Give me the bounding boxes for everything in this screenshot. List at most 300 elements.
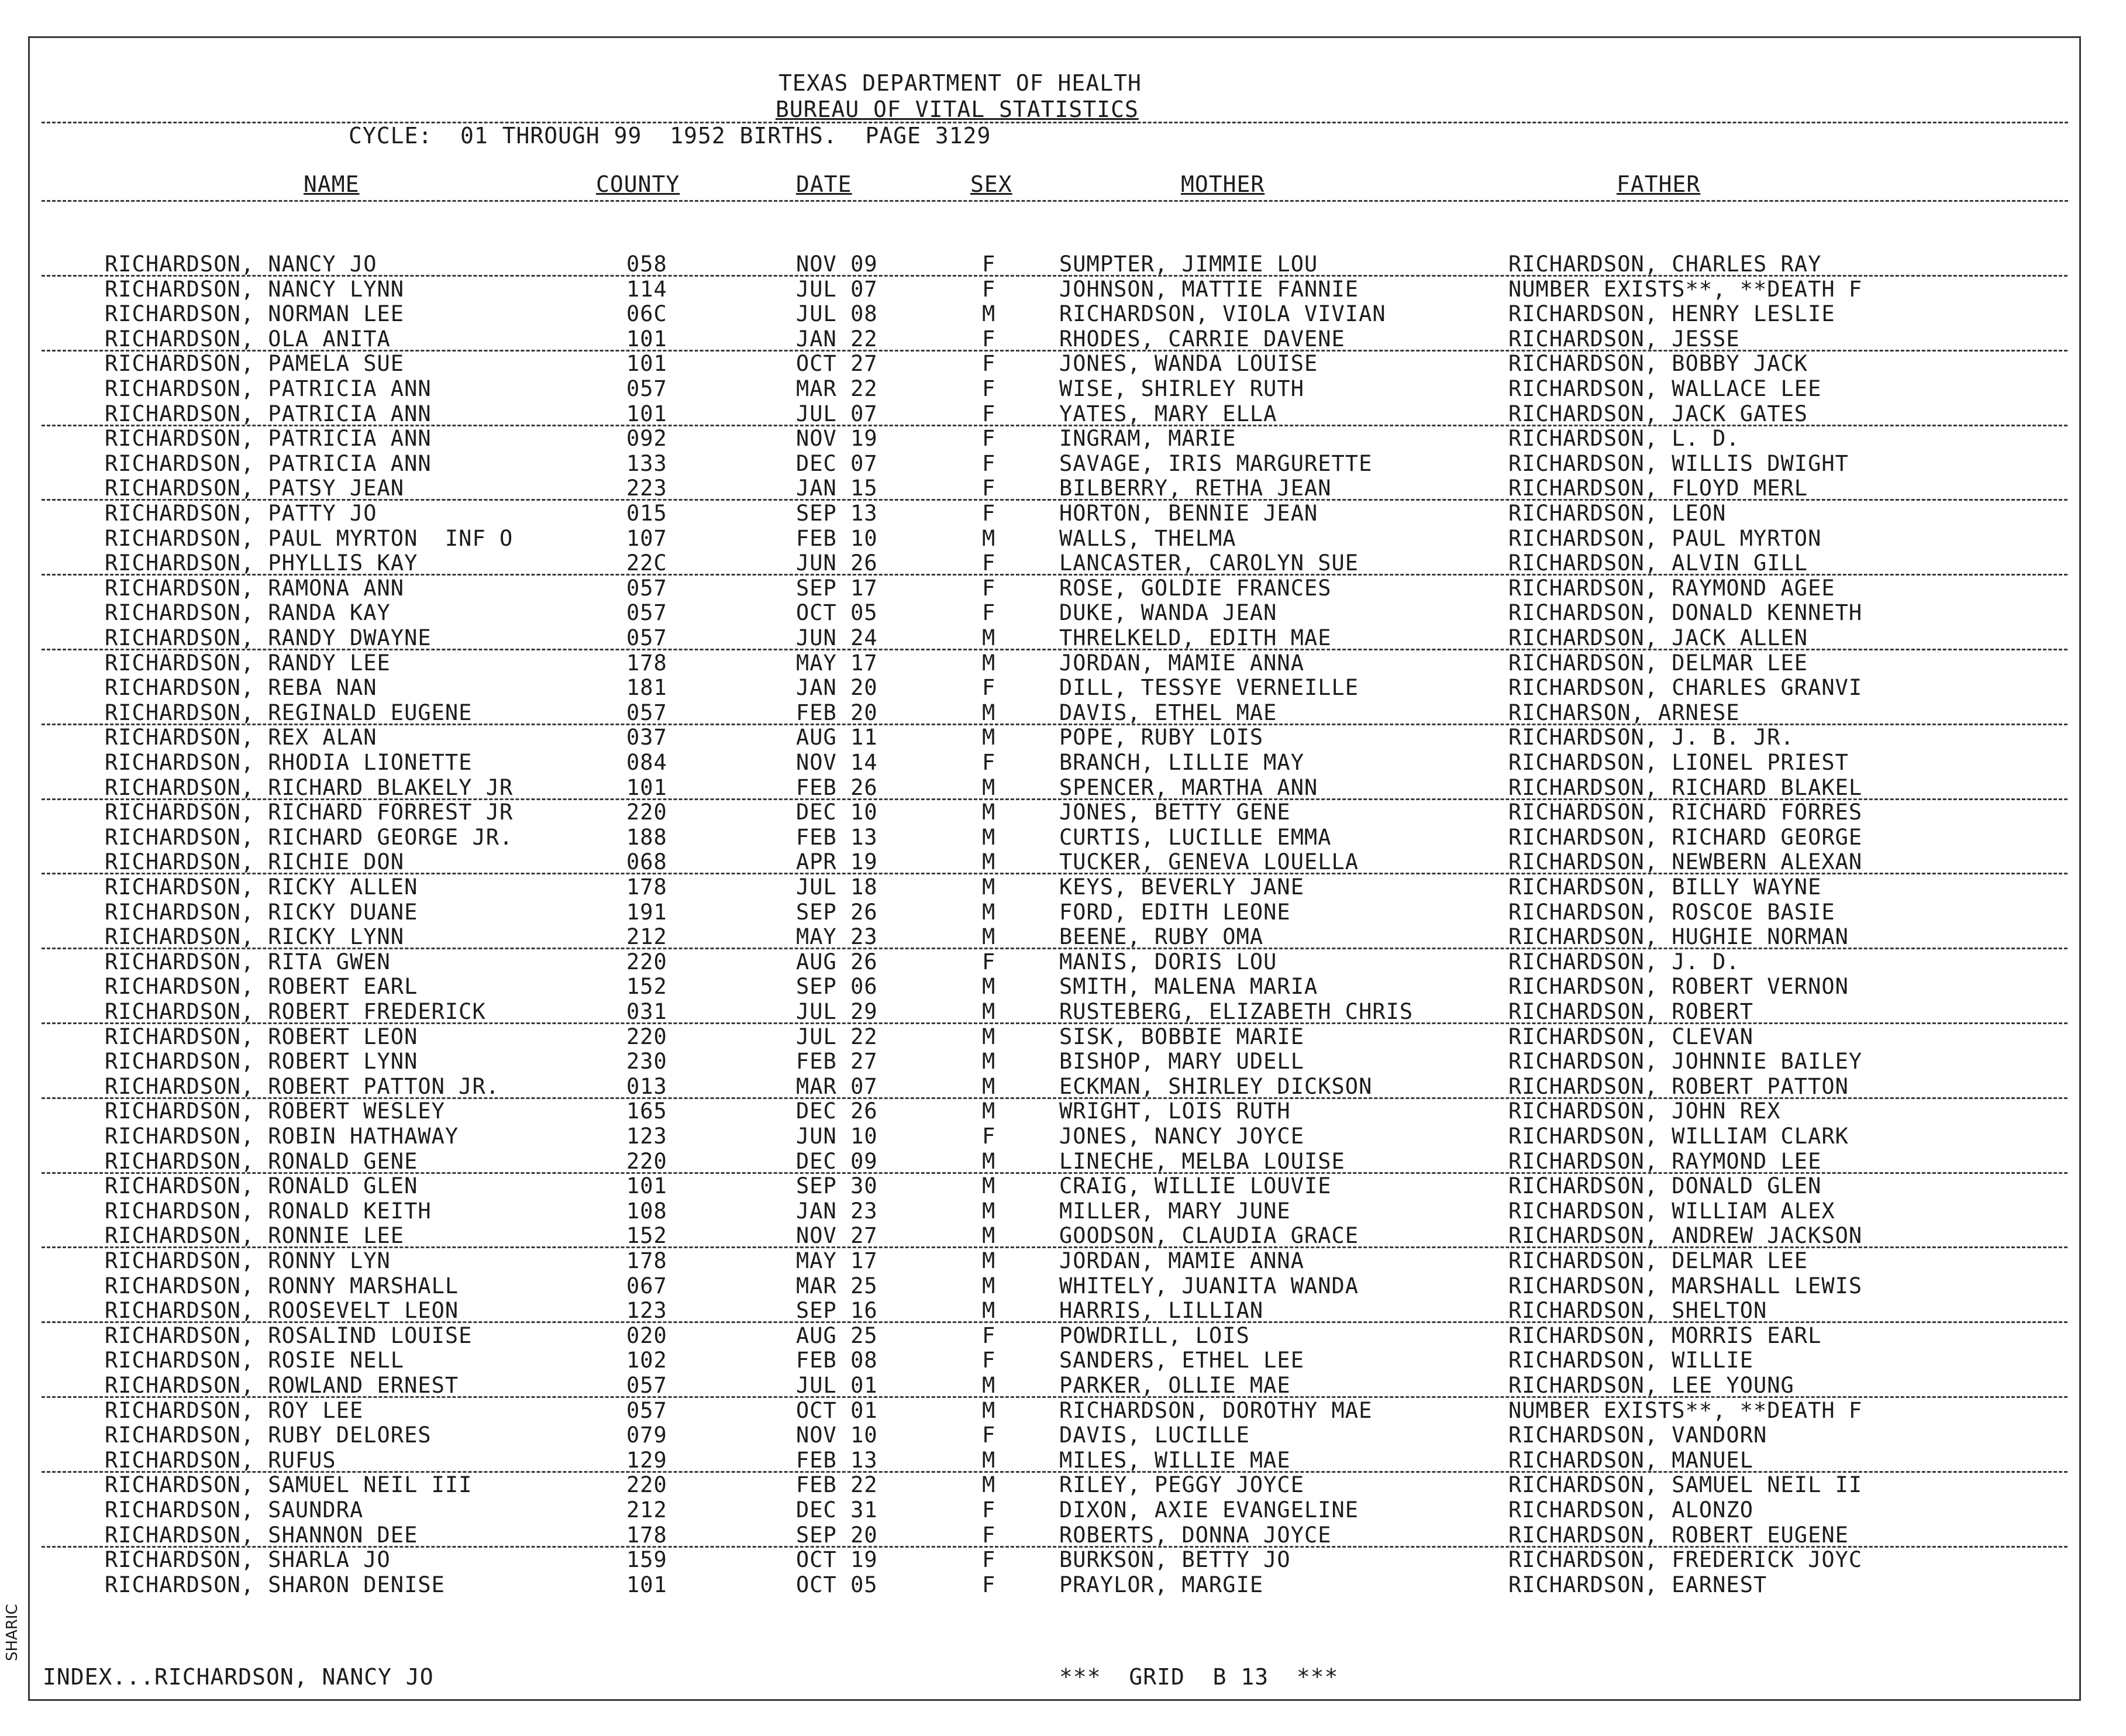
table-row <box>30 1398 2079 1423</box>
cell-mother: RILEY, PEGGY JOYCE <box>1059 1472 1304 1498</box>
cell-date: DEC 09 <box>796 1148 878 1174</box>
cell-date: SEP 06 <box>796 974 878 1000</box>
cell-county: 057 <box>626 600 667 626</box>
table-row <box>30 1049 2079 1074</box>
cell-sex: F <box>982 476 996 501</box>
cell-county: 212 <box>626 1497 667 1523</box>
cell-mother: CURTIS, LUCILLE EMMA <box>1059 824 1332 850</box>
cell-sex: M <box>982 1298 996 1324</box>
cell-father: RICHARDSON, RICHARD BLAKEL <box>1508 774 1863 800</box>
cell-father: RICHARDSON, DELMAR LEE <box>1508 1248 1808 1273</box>
cell-date: NOV 19 <box>796 426 878 452</box>
cell-father: RICHARDSON, MANUEL <box>1508 1447 1753 1473</box>
cell-name: RICHARDSON, ROSALIND LOUISE <box>105 1322 473 1348</box>
cell-county: 178 <box>626 874 667 900</box>
cell-date: AUG 26 <box>796 949 878 974</box>
cell-sex: F <box>982 351 996 377</box>
cell-sex: M <box>982 1098 996 1124</box>
cell-mother: CRAIG, WILLIE LOUVIE <box>1059 1173 1332 1199</box>
cell-sex: F <box>982 401 996 426</box>
cell-name: RICHARDSON, ROBERT LYNN <box>105 1049 418 1074</box>
cell-sex: M <box>982 800 996 825</box>
cycle-page-line: CYCLE: 01 THROUGH 99 1952 BIRTHS. PAGE 3129 <box>349 123 991 149</box>
table-row <box>30 301 2079 326</box>
cell-county: 220 <box>626 949 667 974</box>
cell-date: JUL 29 <box>796 999 878 1024</box>
cell-date: FEB 13 <box>796 824 878 850</box>
cell-father: RICHARDSON, JACK ALLEN <box>1508 625 1808 650</box>
cell-sex: F <box>982 675 996 701</box>
cell-mother: HORTON, BENNIE JEAN <box>1059 501 1318 526</box>
cell-mother: BILBERRY, RETHA JEAN <box>1059 476 1332 501</box>
cell-father: RICHARDSON, RAYMOND AGEE <box>1508 575 1835 601</box>
cell-father: RICHARDSON, WILLIAM ALEX <box>1508 1198 1835 1224</box>
cell-date: MAY 17 <box>796 1248 878 1273</box>
column-header-date: DATE <box>796 171 852 197</box>
cell-county: 058 <box>626 252 667 277</box>
cell-name: RICHARDSON, RONNIE LEE <box>105 1223 405 1249</box>
cell-mother: BISHOP, MARY UDELL <box>1059 1049 1304 1074</box>
column-header-divider <box>42 200 2068 202</box>
cell-mother: WHITELY, JUANITA WANDA <box>1059 1273 1359 1298</box>
cell-name: RICHARDSON, SAUNDRA <box>105 1497 364 1523</box>
cell-county: 102 <box>626 1348 667 1373</box>
cell-sex: M <box>982 1049 996 1074</box>
cell-county: 101 <box>626 401 667 426</box>
cell-name: RICHARDSON, SHARON DENISE <box>105 1572 445 1597</box>
cell-date: MAR 07 <box>796 1073 878 1099</box>
table-row <box>30 1024 2079 1049</box>
cell-father: RICHARDSON, WILLIAM CLARK <box>1508 1124 1849 1149</box>
cell-mother: JONES, NANCY JOYCE <box>1059 1124 1304 1149</box>
cell-name: RICHARDSON, RICHARD FORREST JR <box>105 800 514 825</box>
cell-sex: M <box>982 1273 996 1298</box>
cell-county: 220 <box>626 1024 667 1049</box>
cell-father: RICHARDSON, RAYMOND LEE <box>1508 1148 1822 1174</box>
cell-name: RICHARDSON, RANDY DWAYNE <box>105 625 432 650</box>
cell-father: RICHARDSON, NEWBERN ALEXAN <box>1508 849 1863 875</box>
table-row <box>30 874 2079 900</box>
cell-date: JUL 07 <box>796 401 878 426</box>
header-divider <box>42 122 2068 123</box>
cell-name: RICHARDSON, RONNY LYN <box>105 1248 391 1273</box>
cell-date: JAN 22 <box>796 326 878 352</box>
cell-father: RICHARDSON, CHARLES GRANVI <box>1508 675 1863 701</box>
cell-father: RICHARDSON, ALVIN GILL <box>1508 550 1808 576</box>
table-row <box>30 675 2079 700</box>
cell-sex: M <box>982 924 996 950</box>
cell-mother: SISK, BOBBIE MARIE <box>1059 1024 1304 1049</box>
cell-sex: F <box>982 1322 996 1348</box>
table-row <box>30 725 2079 750</box>
cell-mother: JOHNSON, MATTIE FANNIE <box>1059 276 1359 302</box>
cell-mother: ECKMAN, SHIRLEY DICKSON <box>1059 1073 1373 1099</box>
cell-mother: BEENE, RUBY OMA <box>1059 924 1264 950</box>
cell-date: DEC 07 <box>796 450 878 476</box>
cell-county: 181 <box>626 675 667 701</box>
cell-county: 037 <box>626 725 667 750</box>
cell-date: OCT 05 <box>796 600 878 626</box>
cell-sex: M <box>982 774 996 800</box>
cell-father: RICHARDSON, MARSHALL LEWIS <box>1508 1273 1863 1298</box>
cell-father: RICHARDSON, J. D. <box>1508 949 1740 974</box>
cell-father: RICHARDSON, JOHN REX <box>1508 1098 1781 1124</box>
cell-sex: F <box>982 1572 996 1597</box>
table-row <box>30 526 2079 551</box>
cell-father: NUMBER EXISTS**, **DEATH F <box>1508 276 1863 302</box>
cell-county: 220 <box>626 800 667 825</box>
cell-father: RICHARDSON, JOHNNIE BAILEY <box>1508 1049 1863 1074</box>
table-row <box>30 800 2079 825</box>
cell-mother: PRAYLOR, MARGIE <box>1059 1572 1264 1597</box>
cell-name: RICHARDSON, RANDA KAY <box>105 600 391 626</box>
table-row <box>30 376 2079 401</box>
cell-name: RICHARDSON, RICHARD BLAKELY JR <box>105 774 514 800</box>
cell-county: 114 <box>626 276 667 302</box>
cell-county: 212 <box>626 924 667 950</box>
table-row <box>30 1472 2079 1497</box>
cell-father: RICHARDSON, EARNEST <box>1508 1572 1767 1597</box>
cell-mother: ROSE, GOLDIE FRANCES <box>1059 575 1332 601</box>
cell-county: 101 <box>626 326 667 352</box>
document-frame <box>28 36 2081 1701</box>
cell-father: RICHARSON, ARNESE <box>1508 700 1740 725</box>
cell-mother: DILL, TESSYE VERNEILLE <box>1059 675 1359 701</box>
cell-sex: M <box>982 1223 996 1249</box>
cell-mother: JORDAN, MAMIE ANNA <box>1059 650 1304 676</box>
cell-date: JUL 18 <box>796 874 878 900</box>
cell-name: RICHARDSON, PATSY JEAN <box>105 476 405 501</box>
cell-father: RICHARDSON, RICHARD GEORGE <box>1508 824 1863 850</box>
cell-mother: SANDERS, ETHEL LEE <box>1059 1348 1304 1373</box>
table-row <box>30 1373 2079 1398</box>
cell-mother: POPE, RUBY LOIS <box>1059 725 1264 750</box>
cell-date: DEC 10 <box>796 800 878 825</box>
cell-father: RICHARDSON, FREDERICK JOYC <box>1508 1547 1863 1573</box>
table-row <box>30 1298 2079 1323</box>
table-row <box>30 1572 2079 1597</box>
table-row <box>30 1323 2079 1348</box>
cell-county: 067 <box>626 1273 667 1298</box>
table-row <box>30 1273 2079 1298</box>
table-row <box>30 1198 2079 1224</box>
table-row <box>30 501 2079 526</box>
cell-name: RICHARDSON, NANCY JO <box>105 252 377 277</box>
cell-name: RICHARDSON, RONALD GLEN <box>105 1173 418 1199</box>
cell-father: RICHARDSON, LEON <box>1508 501 1727 526</box>
cell-sex: M <box>982 625 996 650</box>
cell-sex: F <box>982 1497 996 1523</box>
cell-father: RICHARDSON, CLEVAN <box>1508 1024 1753 1049</box>
cell-date: FEB 10 <box>796 525 878 551</box>
cell-father: RICHARDSON, SHELTON <box>1508 1298 1767 1324</box>
cell-mother: JORDAN, MAMIE ANNA <box>1059 1248 1304 1273</box>
column-header-name: NAME <box>304 171 360 197</box>
cell-mother: SPENCER, MARTHA ANN <box>1059 774 1318 800</box>
cell-mother: RICHARDSON, DOROTHY MAE <box>1059 1397 1373 1423</box>
cell-mother: DIXON, AXIE EVANGELINE <box>1059 1497 1359 1523</box>
cell-name: RICHARDSON, RICKY LYNN <box>105 924 405 950</box>
cell-date: JUL 07 <box>796 276 878 302</box>
cell-sex: F <box>982 450 996 476</box>
cell-name: RICHARDSON, RICHARD GEORGE JR. <box>105 824 514 850</box>
table-row <box>30 1523 2079 1548</box>
bureau-title: BUREAU OF VITAL STATISTICS <box>776 97 1139 122</box>
cell-father: RICHARDSON, JESSE <box>1508 326 1740 352</box>
cell-name: RICHARDSON, NORMAN LEE <box>105 301 405 327</box>
cell-sex: M <box>982 824 996 850</box>
cell-father: RICHARDSON, DELMAR LEE <box>1508 650 1808 676</box>
cell-mother: ROBERTS, DONNA JOYCE <box>1059 1522 1332 1548</box>
cell-father: RICHARDSON, ROBERT EUGENE <box>1508 1522 1849 1548</box>
cell-date: NOV 27 <box>796 1223 878 1249</box>
cell-name: RICHARDSON, PATTY JO <box>105 501 377 526</box>
cell-father: RICHARDSON, PAUL MYRTON <box>1508 525 1822 551</box>
cell-date: NOV 09 <box>796 252 878 277</box>
cell-name: RICHARDSON, SHANNON DEE <box>105 1522 418 1548</box>
cell-mother: KEYS, BEVERLY JANE <box>1059 874 1304 900</box>
table-row <box>30 1422 2079 1448</box>
cell-father: RICHARDSON, HUGHIE NORMAN <box>1508 924 1849 950</box>
cell-sex: F <box>982 1522 996 1548</box>
cell-name: RICHARDSON, RONALD KEITH <box>105 1198 432 1224</box>
cell-sex: M <box>982 974 996 1000</box>
table-row <box>30 252 2079 277</box>
cell-date: SEP 26 <box>796 899 878 925</box>
cell-county: 015 <box>626 501 667 526</box>
cell-date: MAY 17 <box>796 650 878 676</box>
cell-mother: SAVAGE, IRIS MARGURETTE <box>1059 450 1373 476</box>
cell-county: 123 <box>626 1124 667 1149</box>
cell-sex: F <box>982 550 996 576</box>
cell-father: RICHARDSON, BOBBY JACK <box>1508 351 1808 377</box>
cell-county: 057 <box>626 376 667 401</box>
table-row <box>30 1497 2079 1523</box>
cell-date: SEP 16 <box>796 1298 878 1324</box>
cell-mother: GOODSON, CLAUDIA GRACE <box>1059 1223 1359 1249</box>
cell-father: RICHARDSON, ALONZO <box>1508 1497 1753 1523</box>
cell-sex: M <box>982 1472 996 1498</box>
cell-date: JUL 22 <box>796 1024 878 1049</box>
cell-name: RICHARDSON, ROBERT PATTON JR. <box>105 1073 500 1099</box>
cell-sex: F <box>982 949 996 974</box>
cell-sex: F <box>982 326 996 352</box>
cell-county: 159 <box>626 1547 667 1573</box>
table-row <box>30 476 2079 501</box>
cell-name: RICHARDSON, ROWLAND ERNEST <box>105 1373 459 1398</box>
cell-name: RICHARDSON, ROBERT WESLEY <box>105 1098 445 1124</box>
cell-mother: THRELKELD, EDITH MAE <box>1059 625 1332 650</box>
cell-mother: DAVIS, ETHEL MAE <box>1059 700 1277 725</box>
cell-mother: BURKSON, BETTY JO <box>1059 1547 1291 1573</box>
cell-mother: HARRIS, LILLIAN <box>1059 1298 1264 1324</box>
table-row <box>30 576 2079 601</box>
cell-sex: F <box>982 750 996 775</box>
cell-county: 057 <box>626 625 667 650</box>
cell-mother: RUSTEBERG, ELIZABETH CHRIS <box>1059 999 1414 1024</box>
cell-father: RICHARDSON, VANDORN <box>1508 1422 1767 1448</box>
cell-county: 178 <box>626 650 667 676</box>
column-header-mother: MOTHER <box>1181 171 1265 197</box>
cell-sex: M <box>982 725 996 750</box>
cell-name: RICHARDSON, ROSIE NELL <box>105 1348 405 1373</box>
cell-mother: BRANCH, LILLIE MAY <box>1059 750 1304 775</box>
cell-father: RICHARDSON, LIONEL PRIEST <box>1508 750 1849 775</box>
table-row <box>30 1348 2079 1373</box>
cell-date: AUG 25 <box>796 1322 878 1348</box>
cell-date: JUL 01 <box>796 1373 878 1398</box>
cell-mother: LANCASTER, CAROLYN SUE <box>1059 550 1359 576</box>
cell-county: 107 <box>626 525 667 551</box>
table-row <box>30 1098 2079 1124</box>
cell-mother: MILLER, MARY JUNE <box>1059 1198 1291 1224</box>
cell-date: JUN 10 <box>796 1124 878 1149</box>
cell-date: FEB 20 <box>796 700 878 725</box>
cell-sex: M <box>982 1198 996 1224</box>
cell-name: RICHARDSON, RICHIE DON <box>105 849 405 875</box>
cell-name: RICHARDSON, RANDY LEE <box>105 650 391 676</box>
table-row <box>30 351 2079 376</box>
cell-father: RICHARDSON, ROBERT PATTON <box>1508 1073 1849 1099</box>
cell-county: 101 <box>626 1173 667 1199</box>
cell-date: JAN 20 <box>796 675 878 701</box>
table-row <box>30 401 2079 426</box>
cell-county: 092 <box>626 426 667 452</box>
cell-name: RICHARDSON, REGINALD EUGENE <box>105 700 473 725</box>
cell-father: RICHARDSON, ROBERT <box>1508 999 1753 1024</box>
cell-sex: F <box>982 426 996 452</box>
column-header-sex: SEX <box>970 171 1012 197</box>
table-row <box>30 1248 2079 1273</box>
cell-father: RICHARDSON, J. B. JR. <box>1508 725 1794 750</box>
cell-county: 057 <box>626 1397 667 1423</box>
cell-sex: M <box>982 1447 996 1473</box>
cell-sex: M <box>982 525 996 551</box>
cell-date: FEB 13 <box>796 1447 878 1473</box>
cell-name: RICHARDSON, RAMONA ANN <box>105 575 405 601</box>
table-row <box>30 1173 2079 1198</box>
cell-sex: M <box>982 1024 996 1049</box>
cell-name: RICHARDSON, ROBERT FREDERICK <box>105 999 486 1024</box>
cell-date: MAR 25 <box>796 1273 878 1298</box>
cell-date: JUN 24 <box>796 625 878 650</box>
cell-mother: DUKE, WANDA JEAN <box>1059 600 1277 626</box>
cell-date: FEB 08 <box>796 1348 878 1373</box>
cell-mother: YATES, MARY ELLA <box>1059 401 1277 426</box>
column-header-father: FATHER <box>1617 171 1701 197</box>
table-row <box>30 1074 2079 1099</box>
cell-county: 152 <box>626 974 667 1000</box>
cell-county: 079 <box>626 1422 667 1448</box>
cell-sex: F <box>982 1422 996 1448</box>
cell-name: RICHARDSON, PAUL MYRTON INF O <box>105 525 514 551</box>
cell-father: RICHARDSON, DONALD GLEN <box>1508 1173 1822 1199</box>
cell-name: RICHARDSON, RHODIA LIONETTE <box>105 750 473 775</box>
cell-county: 188 <box>626 824 667 850</box>
cell-date: OCT 19 <box>796 1547 878 1573</box>
cell-mother: PARKER, OLLIE MAE <box>1059 1373 1291 1398</box>
cell-father: RICHARDSON, WALLACE LEE <box>1508 376 1822 401</box>
cell-name: RICHARDSON, PATRICIA ANN <box>105 376 432 401</box>
cell-father: RICHARDSON, ROBERT VERNON <box>1508 974 1849 1000</box>
cell-sex: M <box>982 700 996 725</box>
cell-father: RICHARDSON, ROSCOE BASIE <box>1508 899 1835 925</box>
cell-date: NOV 10 <box>796 1422 878 1448</box>
cell-date: FEB 27 <box>796 1049 878 1074</box>
table-row <box>30 277 2079 302</box>
cell-date: JUL 08 <box>796 301 878 327</box>
cell-mother: JONES, BETTY GENE <box>1059 800 1291 825</box>
footer-grid-reference: *** GRID B 13 *** <box>1059 1664 1339 1690</box>
cell-father: RICHARDSON, ANDREW JACKSON <box>1508 1223 1863 1249</box>
cell-county: 165 <box>626 1098 667 1124</box>
cell-date: JAN 15 <box>796 476 878 501</box>
cell-father: RICHARDSON, FLOYD MERL <box>1508 476 1808 501</box>
table-row <box>30 650 2079 676</box>
cell-sex: F <box>982 252 996 277</box>
cell-sex: F <box>982 276 996 302</box>
cell-county: 020 <box>626 1322 667 1348</box>
cell-mother: WISE, SHIRLEY RUTH <box>1059 376 1304 401</box>
cell-county: 152 <box>626 1223 667 1249</box>
cell-name: RICHARDSON, PATRICIA ANN <box>105 426 432 452</box>
cell-father: RICHARDSON, HENRY LESLIE <box>1508 301 1835 327</box>
cell-sex: M <box>982 1148 996 1174</box>
cell-name: RICHARDSON, NANCY LYNN <box>105 276 405 302</box>
cell-mother: TUCKER, GENEVA LOUELLA <box>1059 849 1359 875</box>
cell-name: RICHARDSON, RITA GWEN <box>105 949 391 974</box>
cell-name: RICHARDSON, RUFUS <box>105 1447 336 1473</box>
cell-date: MAR 22 <box>796 376 878 401</box>
cell-sex: F <box>982 1547 996 1573</box>
cell-mother: SMITH, MALENA MARIA <box>1059 974 1318 1000</box>
cell-county: 068 <box>626 849 667 875</box>
cell-mother: RICHARDSON, VIOLA VIVIAN <box>1059 301 1386 327</box>
cell-county: 101 <box>626 351 667 377</box>
cell-mother: POWDRILL, LOIS <box>1059 1322 1250 1348</box>
cell-sex: M <box>982 1373 996 1398</box>
table-row <box>30 849 2079 874</box>
department-title: TEXAS DEPARTMENT OF HEALTH <box>778 70 1142 96</box>
cell-mother: FORD, EDITH LEONE <box>1059 899 1291 925</box>
cell-sex: F <box>982 376 996 401</box>
cell-name: RICHARDSON, PATRICIA ANN <box>105 401 432 426</box>
table-row <box>30 1547 2079 1572</box>
cell-county: 178 <box>626 1522 667 1548</box>
side-label: SHARIC <box>4 1604 21 1661</box>
cell-father: RICHARDSON, MORRIS EARL <box>1508 1322 1822 1348</box>
cell-sex: F <box>982 1124 996 1149</box>
cell-name: RICHARDSON, ROBERT LEON <box>105 1024 418 1049</box>
cell-mother: WALLS, THELMA <box>1059 525 1236 551</box>
cell-name: RICHARDSON, RONALD GENE <box>105 1148 418 1174</box>
table-row <box>30 1149 2079 1174</box>
table-row <box>30 974 2079 999</box>
cell-mother: DAVIS, LUCILLE <box>1059 1422 1250 1448</box>
cell-date: FEB 22 <box>796 1472 878 1498</box>
cell-county: 013 <box>626 1073 667 1099</box>
cell-name: RICHARDSON, SAMUEL NEIL III <box>105 1472 473 1498</box>
cell-sex: F <box>982 575 996 601</box>
cell-county: 191 <box>626 899 667 925</box>
cell-county: 108 <box>626 1198 667 1224</box>
cell-date: FEB 26 <box>796 774 878 800</box>
cell-sex: M <box>982 1073 996 1099</box>
cell-sex: M <box>982 899 996 925</box>
cell-date: DEC 31 <box>796 1497 878 1523</box>
cell-father: RICHARDSON, RICHARD FORRES <box>1508 800 1863 825</box>
cell-county: 123 <box>626 1298 667 1324</box>
